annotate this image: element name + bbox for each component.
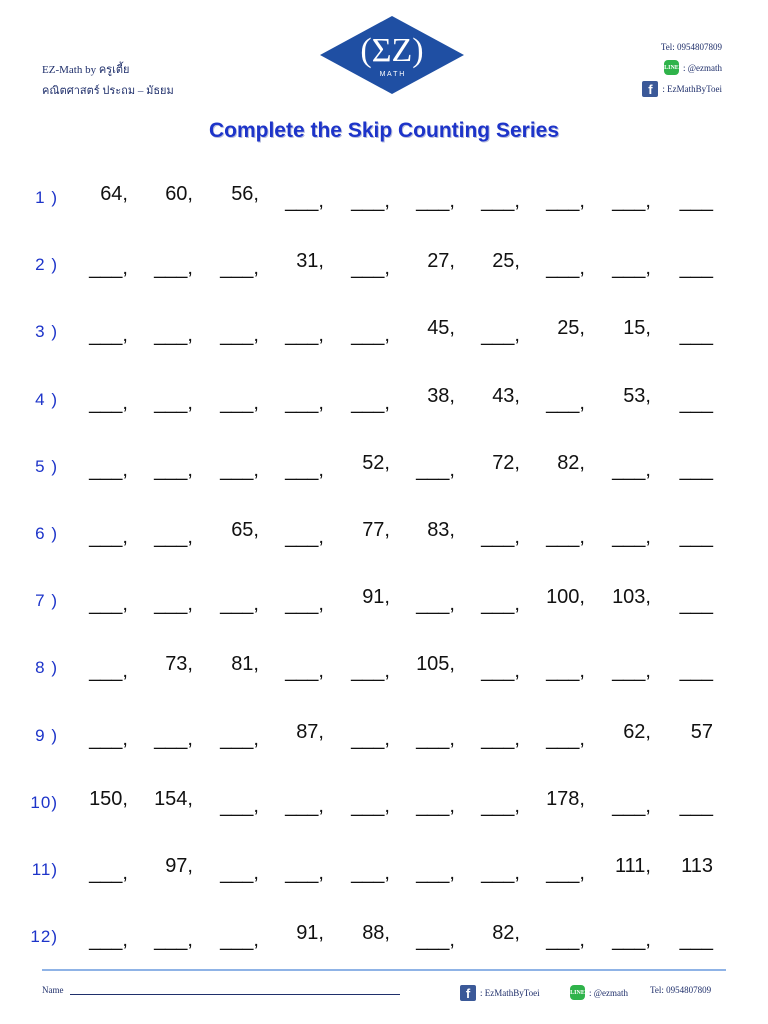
answer-blank[interactable]: ___,: [416, 929, 455, 952]
given-number: 38,: [427, 384, 455, 407]
exercise-row: [0, 836, 768, 903]
footer-facebook: [460, 985, 540, 1001]
answer-blank[interactable]: ___,: [481, 660, 520, 683]
given-number: 91,: [362, 586, 390, 609]
given-number: 83,: [427, 518, 455, 541]
answer-blank[interactable]: ___,: [546, 525, 585, 548]
answer-blank[interactable]: ___,: [546, 190, 585, 212]
given-number: 60,: [165, 183, 193, 205]
given-number: 100,: [546, 586, 585, 609]
name-underline: [70, 986, 400, 995]
answer-blank[interactable]: ___,: [351, 257, 390, 280]
answer-blank[interactable]: ___,: [612, 794, 651, 817]
answer-blank[interactable]: ___,: [220, 391, 259, 414]
answer-blank[interactable]: ___: [679, 593, 713, 616]
exercise-row: [0, 702, 768, 769]
row-number: 5 ): [35, 456, 58, 476]
answer-blank[interactable]: ___,: [220, 458, 259, 481]
row-number: 12): [30, 927, 58, 947]
answer-blank[interactable]: ___: [679, 929, 713, 952]
footer-tel: [650, 985, 711, 995]
given-number: 62,: [623, 720, 651, 743]
given-number: 154,: [154, 787, 193, 810]
answer-blank[interactable]: ___,: [89, 861, 128, 884]
answer-blank[interactable]: ___,: [154, 458, 193, 481]
answer-blank[interactable]: ___,: [285, 525, 324, 548]
exercise-row: [0, 500, 768, 567]
answer-blank[interactable]: ___,: [154, 929, 193, 952]
given-number: 150,: [89, 787, 128, 810]
exercise-row: [0, 903, 768, 970]
exercise-row: [0, 769, 768, 836]
header-line-line: [642, 57, 722, 78]
answer-blank[interactable]: ___,: [351, 391, 390, 414]
answer-blank[interactable]: ___,: [89, 257, 128, 280]
answer-blank[interactable]: ___,: [612, 929, 651, 952]
name-label: Name: [42, 985, 64, 995]
answer-blank[interactable]: ___,: [89, 458, 128, 481]
answer-blank[interactable]: ___,: [285, 593, 324, 616]
answer-blank[interactable]: ___,: [546, 861, 585, 884]
answer-blank[interactable]: ___,: [285, 861, 324, 884]
line-app-icon: LINE: [570, 985, 585, 1000]
answer-blank[interactable]: ___,: [481, 190, 520, 212]
answer-blank[interactable]: ___,: [481, 727, 520, 750]
answer-blank[interactable]: ___,: [416, 727, 455, 750]
answer-blank[interactable]: ___,: [220, 929, 259, 952]
footer-tel-text: Tel: 0954807809: [650, 985, 712, 995]
answer-blank[interactable]: ___,: [220, 727, 259, 750]
row-number: 8 ): [35, 658, 58, 678]
answer-blank[interactable]: ___,: [154, 257, 193, 280]
brand-subtitle: คณิตศาสตร์ ประถม – มัธยม: [42, 85, 174, 97]
given-number: 73,: [165, 653, 193, 676]
row-number: 10): [30, 792, 58, 812]
answer-blank[interactable]: ___,: [89, 727, 128, 750]
answer-blank[interactable]: ___: [679, 794, 713, 817]
header-facebook: : EzMathByToei: [662, 83, 722, 94]
header-tel: Tel: 0954807809: [660, 41, 722, 52]
answer-blank[interactable]: ___: [679, 324, 713, 347]
given-number: 31,: [296, 250, 324, 273]
header-brand-block: [42, 60, 174, 102]
footer-line-text: : @ezmath: [589, 987, 629, 998]
given-number: 25,: [557, 317, 585, 340]
exercise-row: [0, 567, 768, 634]
given-number: 56,: [231, 183, 259, 205]
answer-blank[interactable]: ___,: [220, 593, 259, 616]
answer-blank[interactable]: ___,: [220, 861, 259, 884]
row-number: 2 ): [35, 255, 58, 275]
answer-blank[interactable]: ___: [679, 660, 713, 683]
answer-blank[interactable]: ___,: [154, 525, 193, 548]
answer-blank[interactable]: ___,: [285, 458, 324, 481]
given-number: 81,: [231, 653, 259, 676]
answer-blank[interactable]: ___: [679, 458, 713, 481]
row-number: 7 ): [35, 591, 58, 611]
facebook-icon: f: [460, 985, 476, 1001]
given-number: 113: [681, 854, 713, 877]
answer-blank[interactable]: ___,: [416, 861, 455, 884]
exercise-row: [0, 634, 768, 701]
ez-math-logo: [318, 14, 466, 96]
answer-blank[interactable]: ___,: [89, 324, 128, 347]
answer-blank[interactable]: ___,: [612, 660, 651, 683]
exercise-row: [0, 433, 768, 500]
answer-blank[interactable]: ___,: [154, 593, 193, 616]
answer-blank[interactable]: ___,: [351, 660, 390, 683]
given-number: 57: [690, 720, 713, 743]
exercise-row: [0, 298, 768, 365]
given-number: 111,: [615, 854, 651, 877]
answer-blank[interactable]: ___,: [416, 593, 455, 616]
answer-blank[interactable]: ___,: [220, 257, 259, 280]
footer-facebook-text: : EzMathByToei: [480, 988, 540, 998]
answer-blank[interactable]: ___,: [546, 727, 585, 750]
answer-blank[interactable]: ___: [679, 525, 713, 548]
answer-blank[interactable]: ___,: [546, 660, 585, 683]
answer-blank[interactable]: ___,: [612, 257, 651, 280]
exercise-row: [0, 164, 768, 231]
answer-blank[interactable]: ___,: [89, 929, 128, 952]
footer-line: [570, 985, 628, 1000]
answer-blank[interactable]: ___,: [89, 391, 128, 414]
name-field[interactable]: [42, 985, 400, 995]
answer-blank[interactable]: ___: [679, 190, 713, 212]
answer-blank[interactable]: ___,: [481, 525, 520, 548]
answer-blank[interactable]: ___,: [612, 525, 651, 548]
answer-blank[interactable]: ___,: [89, 660, 128, 683]
answer-blank[interactable]: ___,: [612, 458, 651, 481]
given-number: 72,: [492, 451, 520, 474]
line-app-icon: LINE: [664, 60, 679, 75]
answer-blank[interactable]: ___,: [481, 794, 520, 817]
answer-blank[interactable]: ___,: [546, 929, 585, 952]
exercise-rows: [0, 164, 768, 970]
given-number: 87,: [296, 720, 324, 743]
answer-blank[interactable]: ___,: [154, 324, 193, 347]
header-contact-block: [642, 36, 722, 99]
given-number: 45,: [427, 317, 455, 340]
answer-blank[interactable]: ___,: [481, 861, 520, 884]
answer-blank[interactable]: ___,: [416, 458, 455, 481]
row-number: 4 ): [35, 389, 58, 409]
answer-blank[interactable]: ___,: [220, 324, 259, 347]
given-number: 88,: [362, 922, 390, 945]
given-number: 77,: [362, 518, 390, 541]
header-facebook-line: [642, 78, 722, 99]
answer-blank[interactable]: ___,: [154, 727, 193, 750]
logo-word: M A T H: [379, 71, 405, 78]
answer-blank[interactable]: ___,: [351, 324, 390, 347]
answer-blank[interactable]: ___: [679, 391, 713, 414]
logo-symbol: (ΣZ): [360, 32, 424, 69]
answer-blank[interactable]: ___,: [351, 794, 390, 817]
answer-blank[interactable]: ___,: [612, 190, 651, 212]
given-number: 65,: [231, 518, 259, 541]
answer-blank[interactable]: ___,: [416, 190, 455, 212]
answer-blank[interactable]: ___,: [351, 190, 390, 212]
answer-blank[interactable]: ___,: [546, 391, 585, 414]
answer-blank[interactable]: ___,: [285, 190, 324, 212]
given-number: 27,: [427, 250, 455, 273]
given-number: 82,: [492, 922, 520, 945]
given-number: 97,: [165, 854, 193, 877]
row-number: 6 ): [35, 523, 58, 543]
given-number: 103,: [612, 586, 651, 609]
answer-blank[interactable]: ___: [679, 257, 713, 280]
answer-blank[interactable]: ___,: [89, 525, 128, 548]
given-number: 53,: [623, 384, 651, 407]
answer-blank[interactable]: ___,: [481, 593, 520, 616]
header-line-id: : @ezmath: [682, 62, 722, 73]
row-number: 9 ): [35, 725, 58, 745]
answer-blank[interactable]: ___,: [285, 660, 324, 683]
answer-blank[interactable]: ___,: [285, 794, 324, 817]
answer-blank[interactable]: ___,: [220, 794, 259, 817]
facebook-icon: f: [642, 81, 658, 97]
exercise-row: [0, 231, 768, 298]
given-number: 15,: [623, 317, 651, 340]
answer-blank[interactable]: ___,: [546, 257, 585, 280]
answer-blank[interactable]: ___,: [351, 727, 390, 750]
given-number: 91,: [296, 922, 324, 945]
given-number: 64,: [100, 183, 128, 205]
row-number: 11): [31, 859, 58, 879]
brand-name: EZ-Math by ครูเตี้ย: [42, 64, 130, 76]
given-number: 43,: [492, 384, 520, 407]
exercise-row: [0, 366, 768, 433]
given-number: 178,: [546, 787, 585, 810]
header-tel-line: [642, 36, 722, 57]
answer-blank[interactable]: ___,: [481, 324, 520, 347]
answer-blank[interactable]: ___,: [154, 391, 193, 414]
answer-blank[interactable]: ___,: [285, 324, 324, 347]
given-number: 52,: [362, 451, 390, 474]
answer-blank[interactable]: ___,: [416, 794, 455, 817]
row-number: 3 ): [35, 322, 58, 342]
worksheet-title: Complete the Skip Counting Series: [208, 119, 560, 142]
answer-blank[interactable]: ___,: [351, 861, 390, 884]
given-number: 25,: [492, 250, 520, 273]
row-number: 1 ): [35, 188, 58, 207]
footer-divider: [42, 969, 726, 971]
answer-blank[interactable]: ___,: [89, 593, 128, 616]
answer-blank[interactable]: ___,: [285, 391, 324, 414]
given-number: 82,: [557, 451, 585, 474]
given-number: 105,: [416, 653, 455, 676]
